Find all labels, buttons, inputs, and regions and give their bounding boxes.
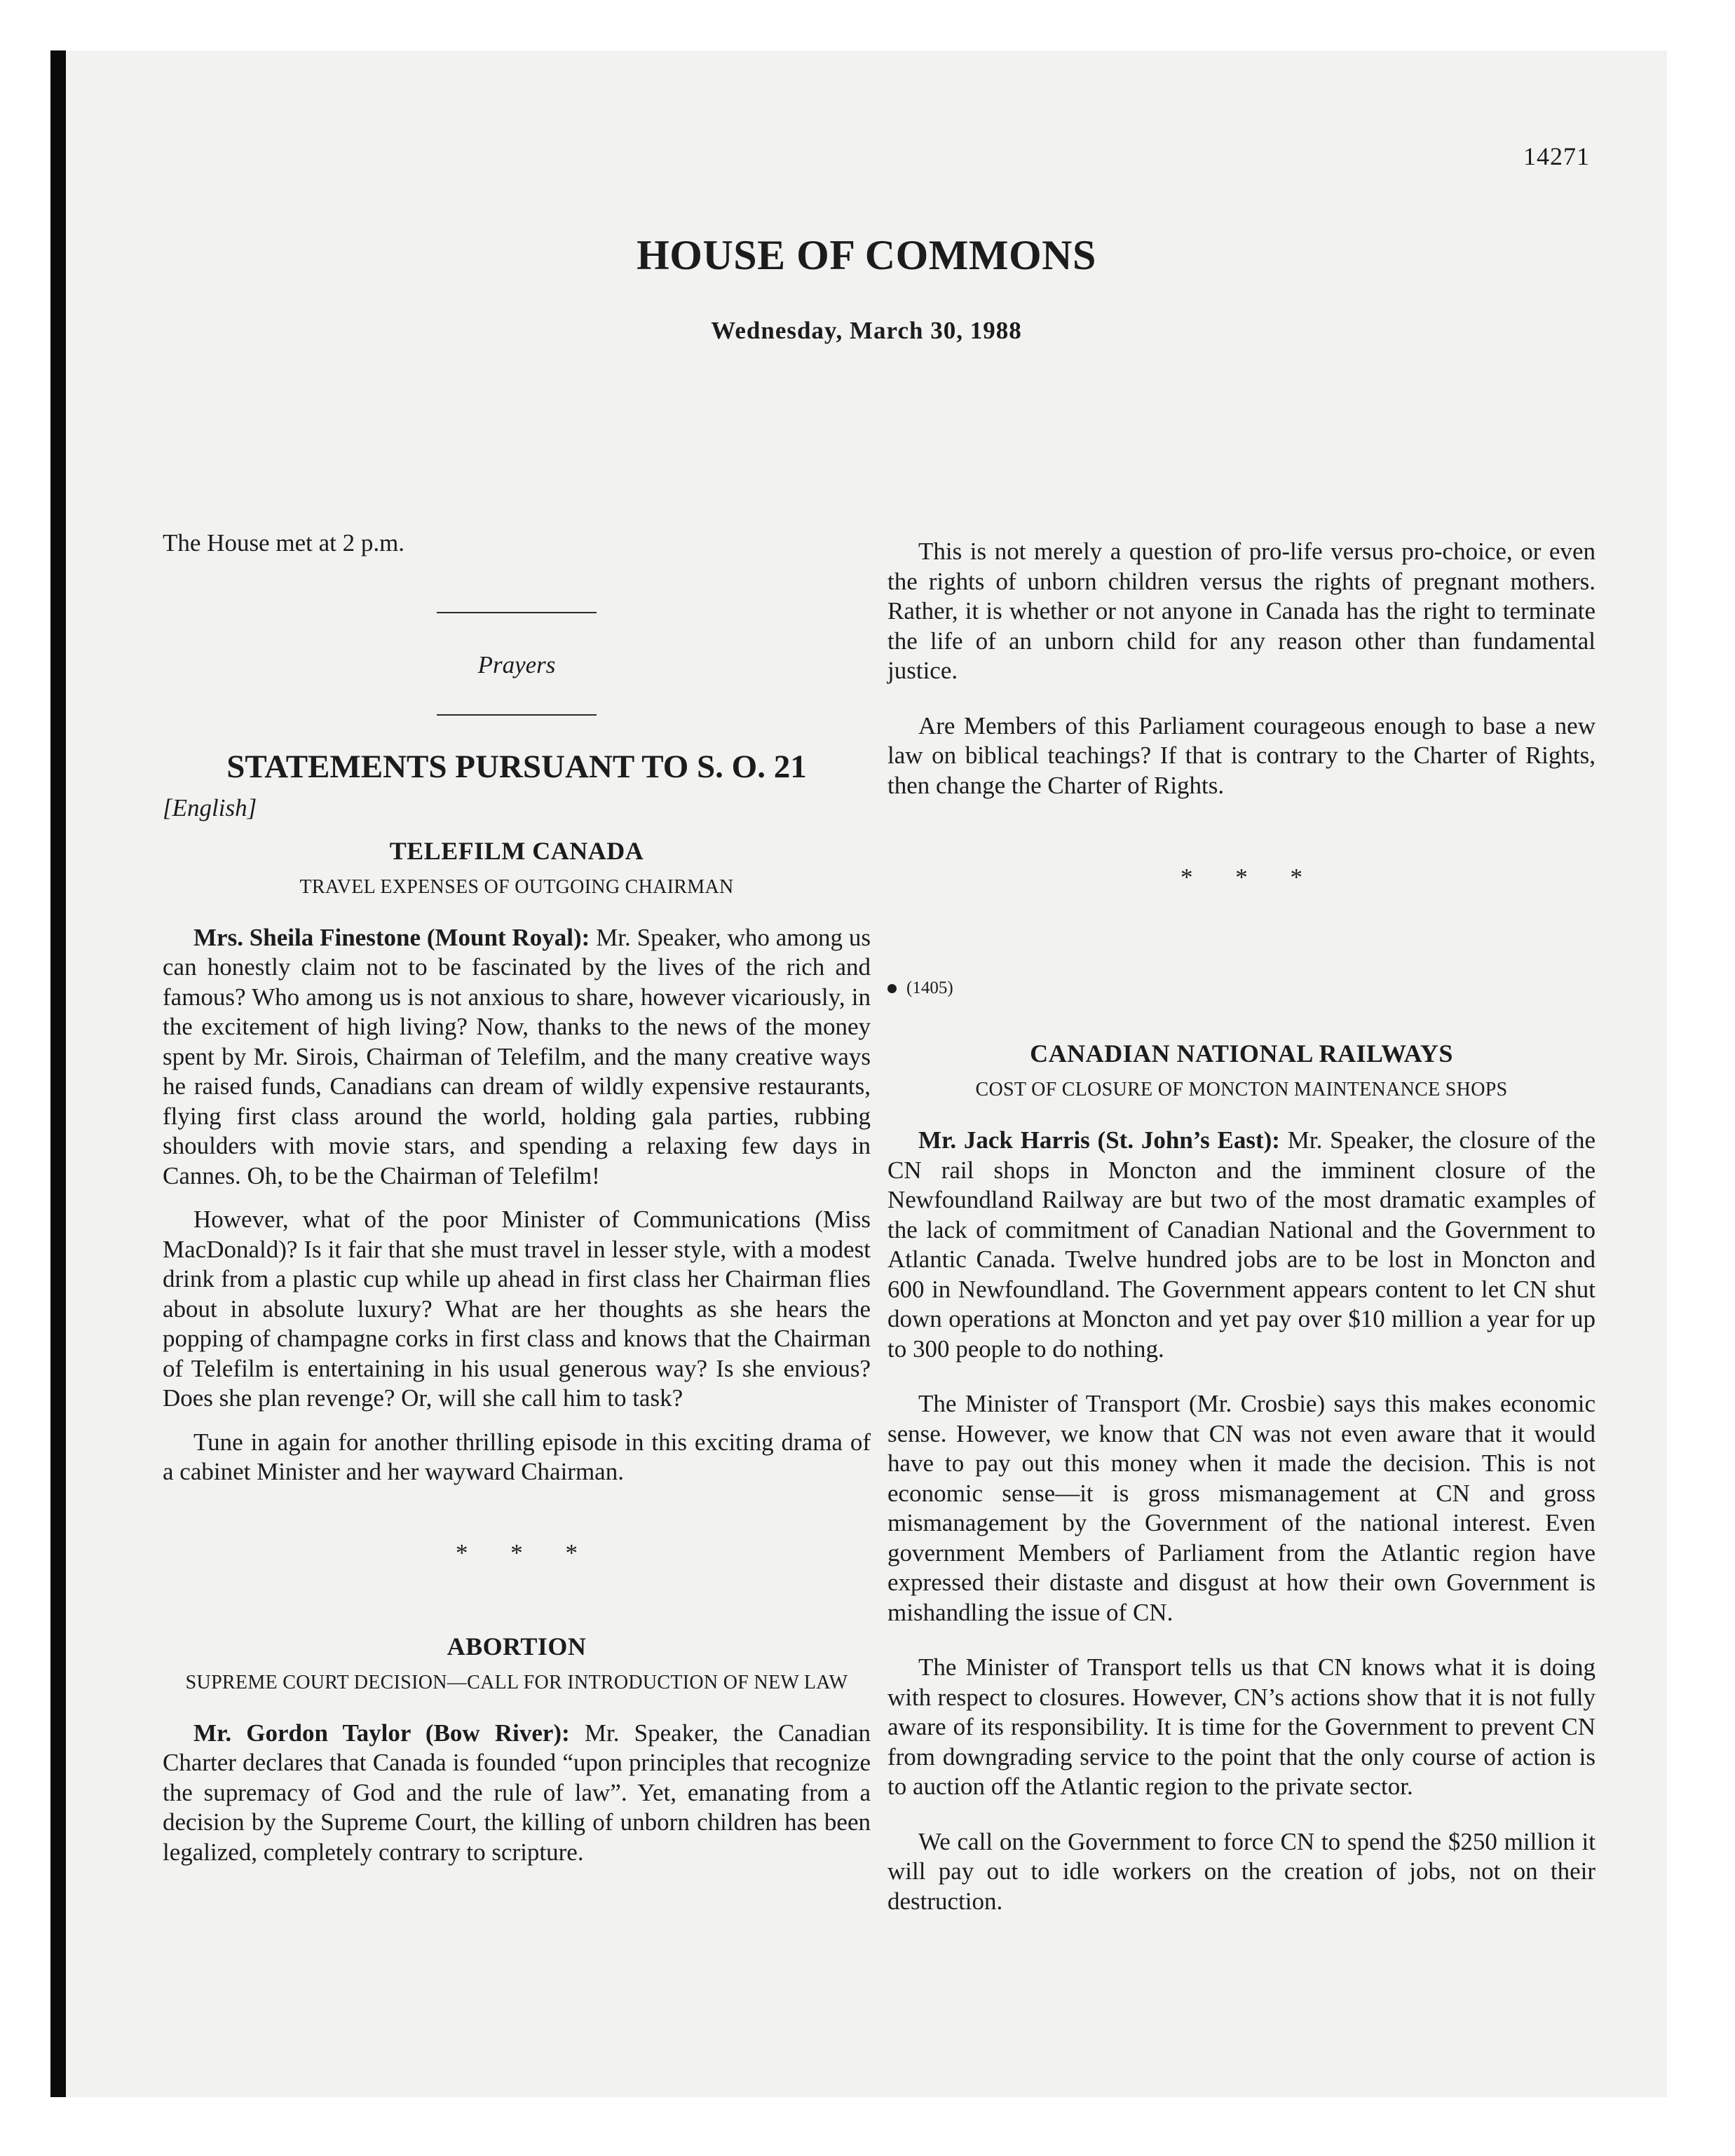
- left-column: [163, 477, 871, 1867]
- sitting-date: Wednesday, March 30, 1988: [711, 317, 1022, 344]
- speaker-name: Mrs. Sheila Finestone (Mount Royal):: [193, 923, 590, 951]
- divider-rule: [437, 714, 597, 716]
- statement-paragraph: This is not merely a question of pro-life versus pro-choice, or even the rights of unborn children versus the rights of pregnant mothers. Rather, it is whether or not anyone in Canada has the right to terminate the life of an unborn child for any reason other than fundamental justice.: [887, 538, 1595, 684]
- speaker-name: Mr. Jack Harris (St. John’s East):: [918, 1126, 1280, 1154]
- subtopic-heading-telefilm: TRAVEL EXPENSES OF OUTGOING CHAIRMAN: [299, 875, 734, 898]
- statement-paragraph: However, what of the poor Minister of Communications (Miss MacDonald)? Is it fair that she must travel in lesser style, with a modest drink from a plastic cup while up ahead in first class her Chairman flies about in absolute luxury? What are her thoughts as she hears the popping of champagne corks in first class and knows that the Chairman of Telefilm is entertaining in his usual generous way? Is she envious? Does she plan revenge? Or, will she call him to task?: [163, 1206, 871, 1412]
- prayers-heading: Prayers: [477, 650, 556, 678]
- page-title: HOUSE OF COMMONS: [637, 232, 1096, 278]
- statement-paragraph: Mr. Gordon Taylor (Bow River): Mr. Speaker, the Canadian Charter declares that Canada is founded “upon principles that recognize the supremacy of God and the rule of law”. Yet, emanating from a decision by the Supreme Court, the killing of unborn children has been legalized, completely contrary to scripture.: [163, 1719, 871, 1866]
- statement-paragraph: The Minister of Transport (Mr. Crosbie) says this makes economic sense. However, we know that CN was not even aware that it would have to pay out this money when it made the decision. This is not economic sense—it is gross mismanagement at CN and gross mismanagement by the Government of the national interest. Even government Members of Parliament from the Atlantic region have expressed their distaste and disgust at how their own Government is mishandling the issue of CN.: [887, 1390, 1595, 1626]
- topic-heading-abortion: ABORTION: [447, 1632, 587, 1660]
- scan-edge-bar: [50, 50, 66, 2097]
- divider-rule: [437, 612, 597, 613]
- time-label: (1405): [906, 978, 953, 997]
- section-separator: * * *: [456, 1538, 596, 1567]
- statement-paragraph: Mrs. Sheila Finestone (Mount Royal): Mr. Speaker, who among us can honestly claim not to be fascinated by the lives of the rich and famous? Who among us is not anxious to share, however vicariously, in the excitement of high living? Now, thanks to the news of the money spent by Mr. Sirois, Chairman of Telefilm, and the many creative ways he raised funds, Canadians can dream of wildly expensive restaurants, flying first class around the world, holding gala parties, rubbing shoulders with movie stars, and spending a relaxing few days in Cannes. Oh, to be the Chairman of Telefilm!: [163, 923, 871, 1189]
- statement-paragraph: Tune in again for another thrilling episode in this exciting drama of a cabinet Minister and her wayward Chairman.: [163, 1428, 871, 1485]
- speaker-name: Mr. Gordon Taylor (Bow River):: [193, 1719, 570, 1747]
- topic-heading-cn: CANADIAN NATIONAL RAILWAYS: [1030, 1039, 1453, 1067]
- statement-paragraph: Are Members of this Parliament courageous enough to base a new law on biblical teachings? If that is contrary to the Charter of Rights, then change the Charter of Rights.: [887, 711, 1595, 799]
- statement-paragraph: Mr. Jack Harris (St. John’s East): Mr. Speaker, the closure of the CN rail shops in Moncton and the imminent closure of the Newfoundland Railway are but two of the most dramatic examples of the lack of commitment of Canadian National and the Government to Atlantic Canada. Twelve hundred jobs are to be lost in Moncton and 600 in Newfoundland. The Government appears content to let CN shut down operations at Moncton and yet pay over $10 million a year for up to 300 people to do nothing.: [887, 1126, 1596, 1363]
- topic-heading-telefilm: TELEFILM CANADA: [389, 836, 644, 865]
- bullet-icon: [887, 984, 897, 993]
- page-number: 14271: [1523, 142, 1590, 170]
- meeting-line: The House met at 2 p.m.: [163, 529, 405, 557]
- subtopic-heading-abortion: SUPREME COURT DECISION—CALL FOR INTRODUCTION OF NEW LAW: [185, 1671, 848, 1693]
- subtopic-heading-cn: COST OF CLOSURE OF MONCTON MAINTENANCE SHOPS: [975, 1079, 1508, 1100]
- hansard-page: [66, 50, 1667, 2097]
- language-tag: [English]: [163, 793, 257, 821]
- statement-paragraph: We call on the Government to force CN to spend the $250 million it will pay out to idle workers on the creation of jobs, not on their destruction.: [887, 1827, 1595, 1915]
- right-column: [887, 477, 1595, 1916]
- section-heading: STATEMENTS PURSUANT TO S. O. 21: [226, 748, 807, 785]
- statement-paragraph: The Minister of Transport tells us that CN knows what it is doing with respect to closures. However, CN’s actions show that it is not fully aware of its responsibility. It is time for the Government to prevent CN from downgrading service to the point that the only course of action is to auction off the Atlantic region to the private sector.: [887, 1653, 1595, 1800]
- section-separator: * * *: [1181, 864, 1321, 891]
- time-marker: [887, 978, 1595, 998]
